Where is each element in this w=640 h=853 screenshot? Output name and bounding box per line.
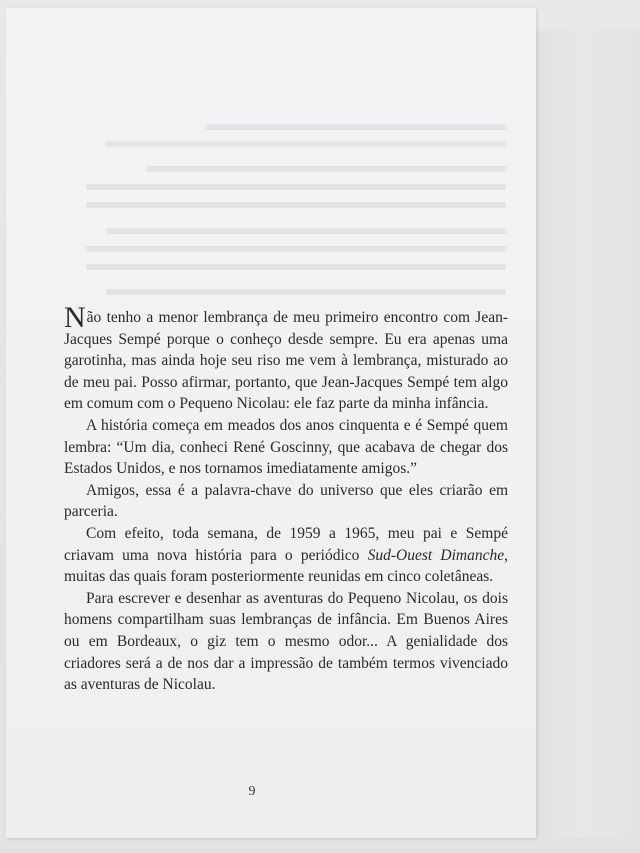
paragraph-2: A história começa em meados dos anos cinquenta e é Sempé quem lembra: “Um dia, conheci René Goscinny, que acabava de chegar dos Estados Unidos, e nos tornamos imediatamente amigos.” <box>64 416 508 478</box>
paragraph-4 <box>64 523 508 588</box>
paragraph-4-text-a: Com efeito, toda semana, de 1959 a 1965, meu pai e Sempé criavam uma nova história para o periódico <box>64 524 508 564</box>
paragraph-1-text: ão tenho a menor lembrança de meu primeiro encontro com Jean-Jacques Sempé porque o conheço desde sempre. Eu era apenas uma garotinha, mas ainda hoje seu riso me vem à lembrança, misturado ao de meu pai. Posso afirmar, portanto, que Jean-Jacques Sempé tem algo em comum com o Pequeno Nicolau: ele faz parte da minha infância. <box>64 309 508 413</box>
body-text <box>64 301 508 696</box>
paragraph-4-text-b: , muitas das quais foram posteriormente reunidas em cinco coletâneas. <box>64 546 508 586</box>
periodical-title: Sud-Ouest Dimanche <box>367 546 505 564</box>
facing-page-edge <box>536 30 640 838</box>
paragraph-5: Para escrever e desenhar as aventuras do Pequeno Nicolau, os dois homens compartilham suas lembranças de infância. Em Buenos Aires ou em Bordeaux, o giz tem o mesmo odor... A genialidade dos criadores será a de nos dar a impressão de também termos vivenciado as aventuras de Nicolau. <box>64 589 508 694</box>
paragraph-3: Amigos, essa é a palavra-chave do universo que eles criarão em parceria. <box>64 481 508 521</box>
show-through-text <box>66 8 536 308</box>
book-page <box>6 8 536 838</box>
paragraph-1 <box>64 301 508 415</box>
dropcap: N <box>64 301 86 334</box>
page-number: 9 <box>248 784 256 799</box>
